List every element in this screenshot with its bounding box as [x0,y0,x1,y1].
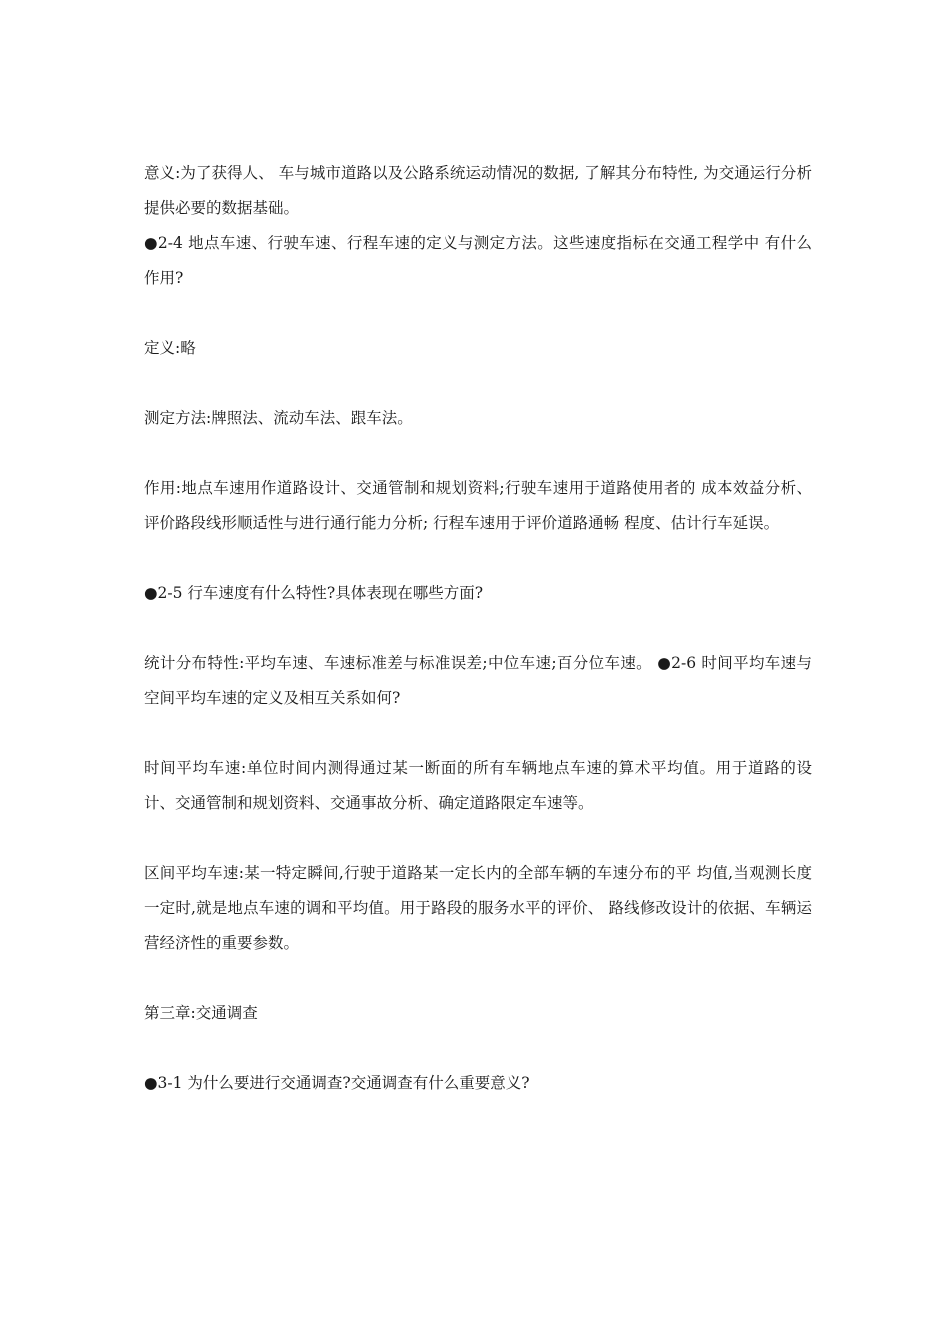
paragraph-space-mean-speed: 区间平均车速:某一特定瞬间,行驶于道路某一定长内的全部车辆的车速分布的平 均值,当观测长度一定时,就是地点车速的调和平均值。用于路段的服务水平的评价、 路线修改设计的依据、车辆运营经济性的重要参数。 [144,864,812,952]
document-page [144,156,812,1101]
question-3-1: ●3-1 为什么要进行交通调查?交通调查有什么重要意义? [144,1074,530,1092]
spacer [144,366,812,401]
paragraph-significance: 意义:为了获得人、 车与城市道路以及公路系统运动情况的数据, 了解其分布特性, 为交通运行分析提供必要的数据基础。 [144,164,812,217]
spacer [144,1031,812,1066]
spacer [144,611,812,646]
question-2-4: ●2-4 地点车速、行驶车速、行程车速的定义与测定方法。这些速度指标在交通工程学中 有什么作用? [144,234,812,287]
question-2-5: ●2-5 行车速度有什么特性?具体表现在哪些方面? [144,584,484,602]
spacer [144,541,812,576]
paragraph-statistics: 统计分布特性:平均车速、车速标准差与标准误差;中位车速;百分位车速。 ●2-6 时间平均车速与空间平均车速的定义及相互关系如何? [144,654,812,707]
spacer [144,716,812,751]
spacer [144,821,812,856]
paragraph-methods: 测定方法:牌照法、流动车法、跟车法。 [144,409,413,427]
paragraph-usage: 作用:地点车速用作道路设计、交通管制和规划资料;行驶车速用于道路使用者的 成本效益分析、 评价路段线形顺适性与进行通行能力分析; 行程车速用于评价道路通畅 程度、估计行车延误。 [144,479,812,532]
chapter-title: 第三章:交通调查 [144,1004,258,1022]
paragraph-definition: 定义:略 [144,339,196,357]
spacer [144,436,812,471]
spacer [144,961,812,996]
paragraph-time-mean-speed: 时间平均车速:单位时间内测得通过某一断面的所有车辆地点车速的算术平均值。用于道路的设计、交通管制和规划资料、交通事故分析、确定道路限定车速等。 [144,759,812,812]
spacer [144,296,812,331]
